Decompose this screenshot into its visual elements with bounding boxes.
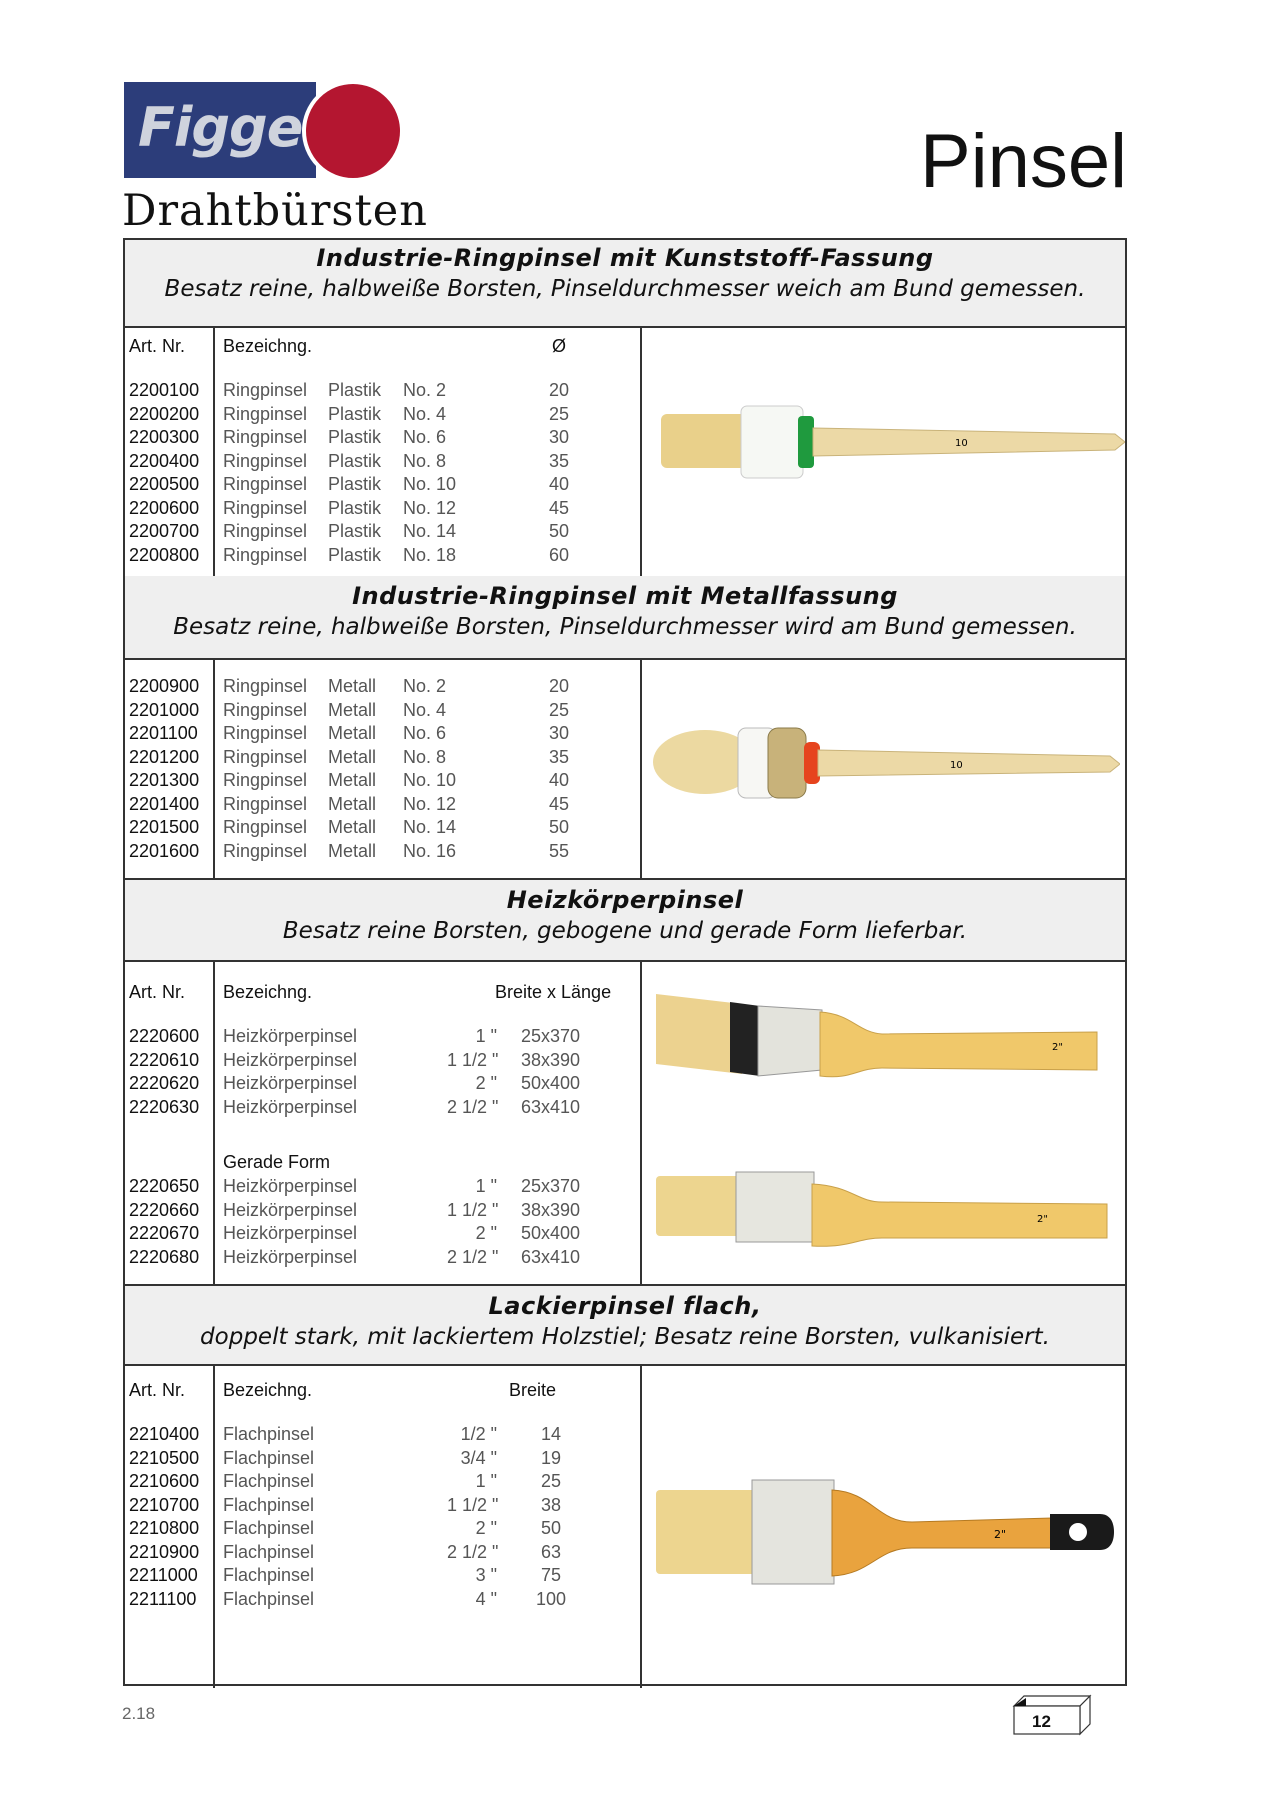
logo-subtitle: Drahtbürsten (122, 186, 428, 236)
section-subtitle: doppelt stark, mit lackiertem Holzstiel; Besatz reine Borsten, vulkanisiert. (200, 1324, 1050, 1350)
size-inch: 1 " (475, 1026, 497, 1046)
article-number: 2220650 (129, 1176, 200, 1196)
article-number: 2220670 (129, 1223, 200, 1243)
material: Metall (328, 699, 377, 720)
diameter: 50 (548, 521, 570, 541)
size-inch: 3/4 " (460, 1447, 497, 1468)
article-number: 2200500 (129, 474, 200, 494)
item-name: Heizkörperpinsel (223, 1246, 358, 1267)
width-mm: 19 (540, 1447, 562, 1468)
diameter: 25 (548, 403, 570, 424)
brush-number: No. 12 (403, 497, 457, 518)
ring-size-label: 10 (955, 438, 968, 449)
diameter: 45 (548, 793, 570, 814)
material: Plastik (328, 544, 382, 565)
item-name: Heizkörperpinsel (223, 1049, 358, 1070)
brush-number: No. 10 (403, 474, 457, 494)
radiator-brush-bent-image (652, 984, 1122, 1104)
article-number: 2200200 (129, 403, 200, 424)
size-inch: 2 " (475, 1223, 497, 1243)
col-art: Art. Nr. (129, 336, 186, 356)
article-number: 2200100 (129, 380, 200, 400)
material: Plastik (328, 427, 382, 447)
size-inch: 4 " (475, 1588, 497, 1609)
page-title: Pinsel (920, 119, 1127, 204)
dimensions: 50x400 (520, 1073, 580, 1093)
width-mm: 75 (540, 1565, 562, 1585)
diameter: 50 (548, 817, 570, 837)
item-name: Heizkörperpinsel (223, 1096, 358, 1117)
material: Metall (328, 793, 377, 814)
item-name: Flachpinsel (223, 1565, 315, 1585)
material: Plastik (328, 403, 382, 424)
item-name: Ringpinsel (223, 450, 308, 471)
article-number: 2210900 (129, 1541, 200, 1562)
article-number: 2220610 (129, 1049, 200, 1070)
article-number: 2201100 (129, 723, 198, 743)
section-header (125, 576, 1125, 660)
diameter: 45 (548, 497, 570, 518)
item-name: Flachpinsel (223, 1518, 315, 1538)
material: Metall (328, 770, 377, 790)
col-art: Art. Nr. (129, 1380, 186, 1400)
flat-size-label: 2" (1052, 1042, 1063, 1053)
section-body (125, 328, 1125, 576)
footer-section-number: 2.18 (122, 1704, 156, 1723)
material: Plastik (328, 474, 382, 494)
width-mm: 38 (540, 1494, 562, 1515)
size-inch: 1 1/2 " (447, 1049, 499, 1070)
size-inch: 3 " (475, 1565, 497, 1585)
article-number: 2210600 (129, 1471, 200, 1491)
section-header (125, 1284, 1125, 1366)
brush-number: No. 12 (403, 793, 457, 814)
section-title: Industrie-Ringpinsel mit Metallfassung (352, 582, 898, 610)
item-name: Flachpinsel (223, 1447, 315, 1468)
col-art: Art. Nr. (129, 982, 186, 1002)
article-number: 2200900 (129, 676, 200, 696)
brush-number: No. 14 (403, 817, 457, 837)
diameter: 30 (548, 723, 570, 743)
diameter: 55 (548, 840, 570, 861)
radiator-brush-straight-image (652, 1162, 1122, 1262)
item-name: Flachpinsel (223, 1471, 315, 1491)
dimensions: 25x370 (520, 1026, 580, 1046)
item-name: Ringpinsel (223, 699, 308, 720)
section-title: Industrie-Ringpinsel mit Kunststoff-Fassung (316, 244, 934, 272)
article-number: 2211100 (129, 1588, 197, 1609)
size-inch: 1 " (475, 1471, 497, 1491)
material: Plastik (328, 380, 382, 400)
ring-brush-plastic-image (655, 398, 1125, 498)
width-mm: 50 (540, 1518, 562, 1538)
diameter: 40 (548, 474, 570, 494)
material: Metall (328, 840, 377, 861)
item-name: Ringpinsel (223, 840, 308, 861)
item-name: Ringpinsel (223, 544, 308, 565)
item-name: Flachpinsel (223, 1541, 315, 1562)
size-inch: 1 1/2 " (447, 1199, 499, 1220)
diameter: 40 (548, 770, 570, 790)
ring-size-label: 10 (950, 760, 963, 771)
diameter: 25 (548, 699, 570, 720)
size-inch: 1 " (475, 1176, 497, 1196)
article-number: 2210800 (129, 1518, 200, 1538)
dimensions: 50x400 (520, 1223, 580, 1243)
article-number: 2200700 (129, 521, 200, 541)
col-dimensions: Breite x Länge (495, 982, 612, 1002)
brush-number: No. 4 (403, 699, 447, 720)
brush-number: No. 4 (403, 403, 447, 424)
size-inch: 2 " (475, 1073, 497, 1093)
article-number: 2210500 (129, 1447, 200, 1468)
brush-number: No. 2 (403, 676, 447, 696)
dimensions: 63x410 (520, 1096, 580, 1117)
article-number: 2220660 (129, 1199, 200, 1220)
dimensions: 38x390 (520, 1199, 580, 1220)
material: Metall (328, 676, 377, 696)
section-lackierpinsel (125, 1284, 1125, 1688)
logo-circle (302, 80, 404, 182)
article-number: 2220620 (129, 1073, 200, 1093)
page-number: 12 (1032, 1712, 1051, 1731)
col-name: Bezeichng. (223, 982, 313, 1002)
item-name: Ringpinsel (223, 474, 308, 494)
flat-size-label: 2" (1037, 1214, 1048, 1225)
item-name: Ringpinsel (223, 403, 308, 424)
item-name: Ringpinsel (223, 427, 308, 447)
section-body (125, 660, 1125, 878)
diameter: 30 (548, 427, 570, 447)
item-name: Heizkörperpinsel (223, 1026, 358, 1046)
item-name: Flachpinsel (223, 1424, 315, 1444)
article-number: 2200300 (129, 427, 200, 447)
col-diameter: Ø (551, 336, 566, 356)
size-inch: 2 1/2 " (447, 1246, 499, 1267)
material: Metall (328, 746, 377, 767)
col-name: Bezeichng. (223, 1380, 313, 1400)
brush-number: No. 6 (403, 723, 447, 743)
article-number: 2201200 (129, 746, 200, 767)
item-name: Heizkörperpinsel (223, 1176, 358, 1196)
section-body (125, 1366, 1125, 1688)
dimensions: 38x390 (520, 1049, 580, 1070)
section-heizkoerperpinsel (125, 878, 1125, 1284)
article-number: 2201000 (129, 699, 200, 720)
article-number: 2200800 (129, 544, 200, 565)
size-inch: 2 " (475, 1518, 497, 1538)
article-number: 2201400 (129, 793, 200, 814)
section-subtitle: Besatz reine Borsten, gebogene und gerade Form lieferbar. (282, 918, 968, 944)
item-name: Ringpinsel (223, 723, 308, 743)
article-number: 2220630 (129, 1096, 200, 1117)
material: Metall (328, 723, 377, 743)
brush-number: No. 8 (403, 746, 447, 767)
material: Plastik (328, 521, 382, 541)
article-number: 2210400 (129, 1424, 200, 1444)
brush-number: No. 2 (403, 380, 447, 400)
section-subtitle: Besatz reine, halbweiße Borsten, Pinseldurchmesser wird am Bund gemessen. (173, 614, 1077, 640)
catalog-table (123, 238, 1127, 1686)
section-title: Lackierpinsel flach, (488, 1292, 762, 1320)
brush-number: No. 14 (403, 521, 457, 541)
material: Plastik (328, 450, 382, 471)
section-header (125, 878, 1125, 962)
item-name: Ringpinsel (223, 521, 308, 541)
item-name: Heizkörperpinsel (223, 1199, 358, 1220)
size-inch: 2 1/2 " (447, 1541, 499, 1562)
brush-number: No. 10 (403, 770, 457, 790)
section-ringpinsel-kunststoff (125, 240, 1125, 576)
diameter: 20 (548, 676, 570, 696)
width-mm: 14 (540, 1424, 562, 1444)
flat-brush-image (652, 1466, 1122, 1596)
item-name: Ringpinsel (223, 770, 308, 790)
section-body: Art. Nr. Bezeichng. Breite x Länge 2220600 Heizkörperpinsel 1 " 25x370 2220610 Heizkörperpinsel 1 1/2 " 38x390 2220620 Heizkörperpinsel 2 " 50x400 2220630 Heizkörperpinsel 2 1/2 " 63x410 Gerade Form 2220650 Heizkörperpinsel 1 " 25x370 2220660 Heizkörperpinsel 1 1/2 " 38x390 2220670 Heizkörperpinsel 2 " 50x400 2220680 Heizkörperpinsel 2 1/2 " 63x410 2" 2" (125, 962, 1125, 1284)
page-tab-icon (1012, 1694, 1092, 1736)
brush-number: No. 6 (403, 427, 447, 447)
figge-logo (124, 82, 414, 182)
flat-size-label: 2" (994, 1528, 1007, 1541)
size-inch: 1 1/2 " (447, 1494, 499, 1515)
brush-number: No. 18 (403, 544, 457, 565)
item-name: Ringpinsel (223, 793, 308, 814)
brush-number: No. 8 (403, 450, 447, 471)
article-number: 2201500 (129, 817, 200, 837)
item-name: Ringpinsel (223, 746, 308, 767)
article-number: 2200400 (129, 450, 200, 471)
item-name: Flachpinsel (223, 1494, 315, 1515)
dimensions: 63x410 (520, 1246, 580, 1267)
article-number: 2210700 (129, 1494, 200, 1515)
item-name: Ringpinsel (223, 676, 308, 696)
section-header (125, 240, 1125, 328)
article-number: 2201600 (129, 840, 200, 861)
item-name: Heizkörperpinsel (223, 1073, 358, 1093)
item-name: Ringpinsel (223, 497, 308, 518)
item-name: Ringpinsel (223, 380, 308, 400)
diameter: 20 (548, 380, 570, 400)
size-inch: 2 1/2 " (447, 1096, 499, 1117)
section-title: Heizkörperpinsel (506, 886, 744, 914)
article-number: 2220600 (129, 1026, 200, 1046)
section-ringpinsel-metall (125, 576, 1125, 878)
page-number-box (1012, 1694, 1092, 1736)
ring-brush-metal-image (650, 722, 1120, 812)
width-mm: 25 (540, 1471, 562, 1491)
material: Metall (328, 817, 377, 837)
col-name: Bezeichng. (223, 336, 313, 356)
article-number: 2211000 (129, 1565, 198, 1585)
logo-text: Figge (138, 96, 303, 159)
article-number: 2200600 (129, 497, 200, 518)
item-name: Heizkörperpinsel (223, 1223, 358, 1243)
size-inch: 1/2 " (460, 1424, 497, 1444)
diameter: 60 (548, 544, 570, 565)
dimensions: 25x370 (520, 1176, 580, 1196)
material: Plastik (328, 497, 382, 518)
section-subtitle: Besatz reine, halbweiße Borsten, Pinseldurchmesser weich am Bund gemessen. (164, 276, 1086, 302)
article-number: 2201300 (129, 770, 200, 790)
col-width: Breite (509, 1380, 557, 1400)
article-number: 2220680 (129, 1246, 200, 1267)
item-name: Flachpinsel (223, 1588, 315, 1609)
diameter: 35 (548, 746, 570, 767)
width-mm: 100 (535, 1588, 567, 1609)
brush-number: No. 16 (403, 840, 457, 861)
item-name: Ringpinsel (223, 817, 308, 837)
width-mm: 63 (540, 1541, 562, 1562)
diameter: 35 (548, 450, 570, 471)
